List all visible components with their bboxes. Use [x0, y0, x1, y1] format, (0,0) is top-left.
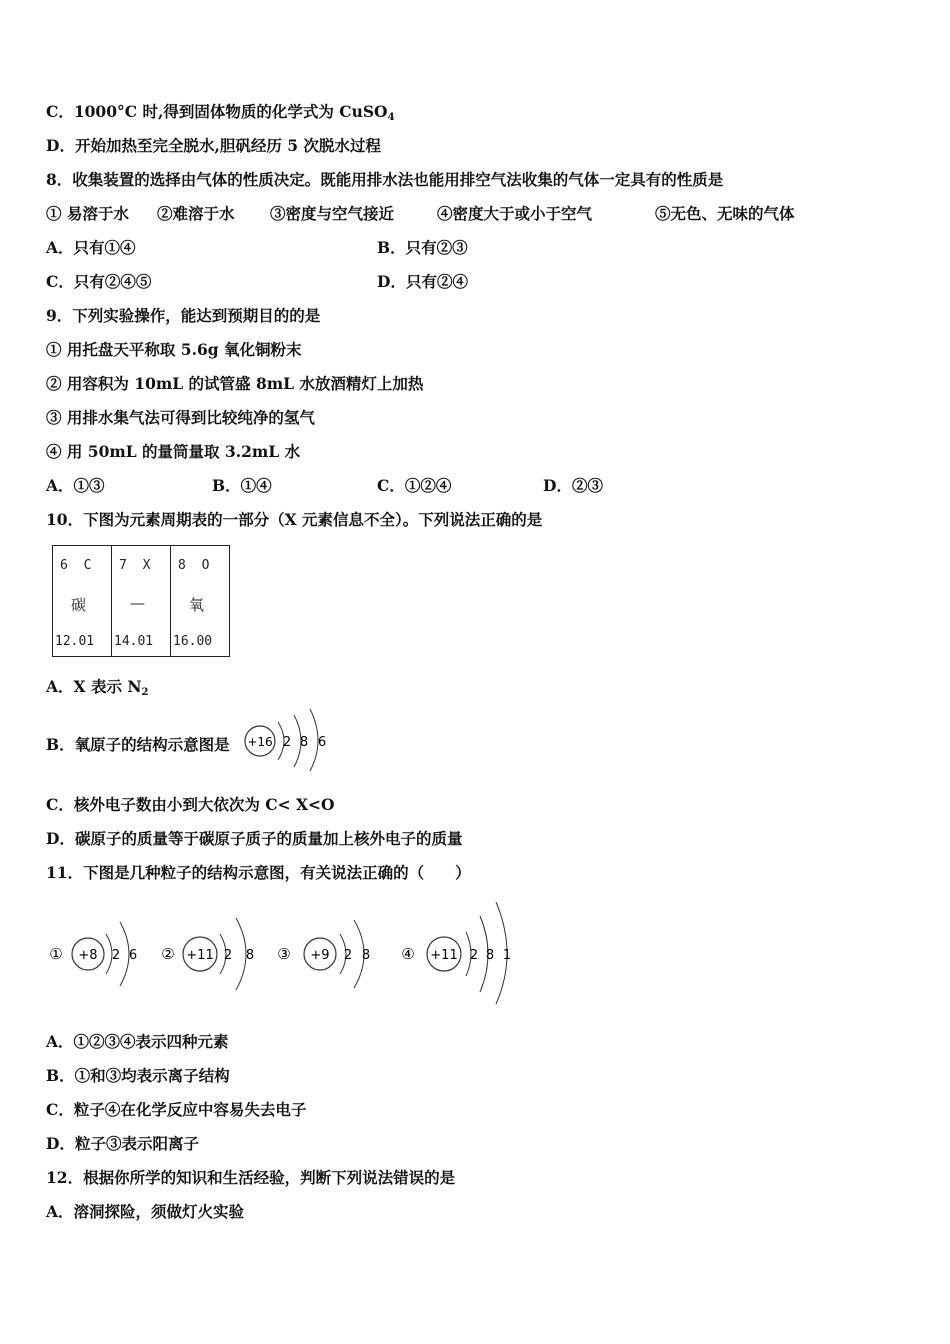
shell-electrons: 8: [361, 948, 371, 963]
element-mass: 12.01: [55, 634, 95, 649]
q9-item-4: ④ 用 50mL 的量筒量取 3.2mL 水: [46, 442, 301, 461]
shell-electrons: 8: [245, 948, 255, 963]
q8-option-a: A．只有①④: [46, 238, 136, 257]
q8-item-2: ②难溶于水: [157, 204, 235, 223]
q11-option-b: B．①和③均表示离子结构: [46, 1066, 230, 1085]
periodic-table-fragment: [52, 545, 230, 657]
shell-arc: [310, 709, 318, 771]
q9-item-2: ② 用容积为 10mL 的试管盛 8mL 水放酒精灯上加热: [46, 374, 424, 393]
shell-electrons: 2: [111, 948, 121, 963]
q12-stem: 12．根据你所学的知识和生活经验，判断下列说法错误的是: [46, 1168, 456, 1187]
shell-electrons: 2: [223, 948, 233, 963]
nucleus-charge: +11: [430, 948, 458, 963]
q11-option-a: A．①②③④表示四种元素: [46, 1032, 229, 1051]
q12-option-a: A．溶洞探险，须做灯火实验: [46, 1202, 245, 1221]
element-name: —: [130, 594, 145, 612]
element-cell-carbon: [53, 546, 111, 656]
particle-label: ④: [401, 945, 415, 963]
q10-option-b: B．氧原子的结构示意图是: [46, 735, 230, 754]
shell-electrons: 8: [299, 735, 309, 750]
q8-item-5: ⑤无色、无味的气体: [655, 204, 795, 223]
q10-stem: 10．下图为元素周期表的一部分（X 元素信息不全）。下列说法正确的是: [46, 510, 543, 529]
q8-item-4: ④密度大于或小于空气: [437, 204, 593, 223]
q9-option-d: D．②③: [543, 476, 603, 495]
nucleus-charge: +11: [186, 948, 214, 963]
element-cell-oxygen: [170, 546, 229, 656]
nucleus-charge: +8: [78, 948, 98, 963]
q11-option-c: C．粒子④在化学反应中容易失去电子: [46, 1100, 307, 1119]
q8-option-b: B．只有②③: [377, 238, 468, 257]
shell-electrons: 6: [317, 735, 327, 750]
q9-option-c: C．①②④: [377, 476, 452, 495]
shell-electrons: 6: [128, 948, 138, 963]
element-number-symbol: 8 O: [178, 558, 214, 573]
shell-arc: [120, 922, 129, 986]
element-mass: 16.00: [173, 634, 213, 649]
element-number-symbol: 6 C: [60, 558, 96, 573]
particle-label: ①: [49, 945, 63, 963]
particle-2: [161, 918, 254, 990]
shell-electrons: 8: [485, 948, 495, 963]
element-name: 碳: [71, 596, 87, 614]
shell-electrons: 1: [502, 948, 512, 963]
shell-arc: [236, 918, 246, 990]
element-name: 氧: [189, 596, 205, 614]
q9-item-3: ③ 用排水集气法可得到比较纯净的氢气: [46, 408, 315, 427]
q10-option-a: A．X 表示 $N_2$: [46, 677, 149, 698]
q8-item-3: ③密度与空气接近: [270, 204, 395, 223]
q9-item-1: ① 用托盘天平称取 5.6g 氧化铜粉末: [46, 340, 302, 359]
element-cell-x: [111, 546, 170, 656]
particle-label: ③: [277, 945, 291, 963]
q10-option-d: D．碳原子的质量等于碳原子质子的质量加上核外电子的质量: [46, 829, 463, 848]
oxygen-atom-diagram: [242, 706, 338, 772]
nucleus-charge: +16: [247, 735, 273, 749]
q9-option-a: A．①③: [46, 476, 105, 495]
element-number-symbol: 7 X: [119, 558, 155, 573]
q9-option-b: B．①④: [212, 476, 272, 495]
q8-item-1: ① 易溶于水: [46, 204, 129, 223]
q8-stem: 8．收集装置的选择由气体的性质决定。既能用排水法也能用排空气法收集的气体一定具有的性质是: [46, 170, 724, 189]
particle-diagrams: [44, 898, 524, 1008]
q10-option-c: C．核外电子数由小到大依次为 C< X<O: [46, 795, 335, 814]
q9-stem: 9．下列实验操作，能达到预期目的的是: [46, 306, 321, 325]
particle-label: ②: [161, 945, 175, 963]
q8-option-c: C．只有②④⑤: [46, 272, 152, 291]
nucleus-charge: +9: [310, 948, 330, 963]
particle-3: [277, 920, 370, 988]
shell-electrons: 2: [469, 948, 479, 963]
element-mass: 14.01: [114, 634, 154, 649]
q11-stem: 11．下图是几种粒子的结构示意图，有关说法正确的（ ）: [46, 863, 471, 882]
shell-electrons: 2: [282, 735, 292, 750]
q11-option-d: D．粒子③表示阳离子: [46, 1134, 199, 1153]
particle-4: [401, 902, 511, 1004]
q7-option-d: D．开始加热至完全脱水,胆矾经历 5 次脱水过程: [46, 136, 381, 155]
particle-1: [49, 922, 137, 986]
q7-option-c: C．1000°C 时,得到固体物质的化学式为 CuSO$_4$: [46, 102, 395, 123]
shell-electrons: 2: [343, 948, 353, 963]
q8-option-d: D．只有②④: [377, 272, 468, 291]
